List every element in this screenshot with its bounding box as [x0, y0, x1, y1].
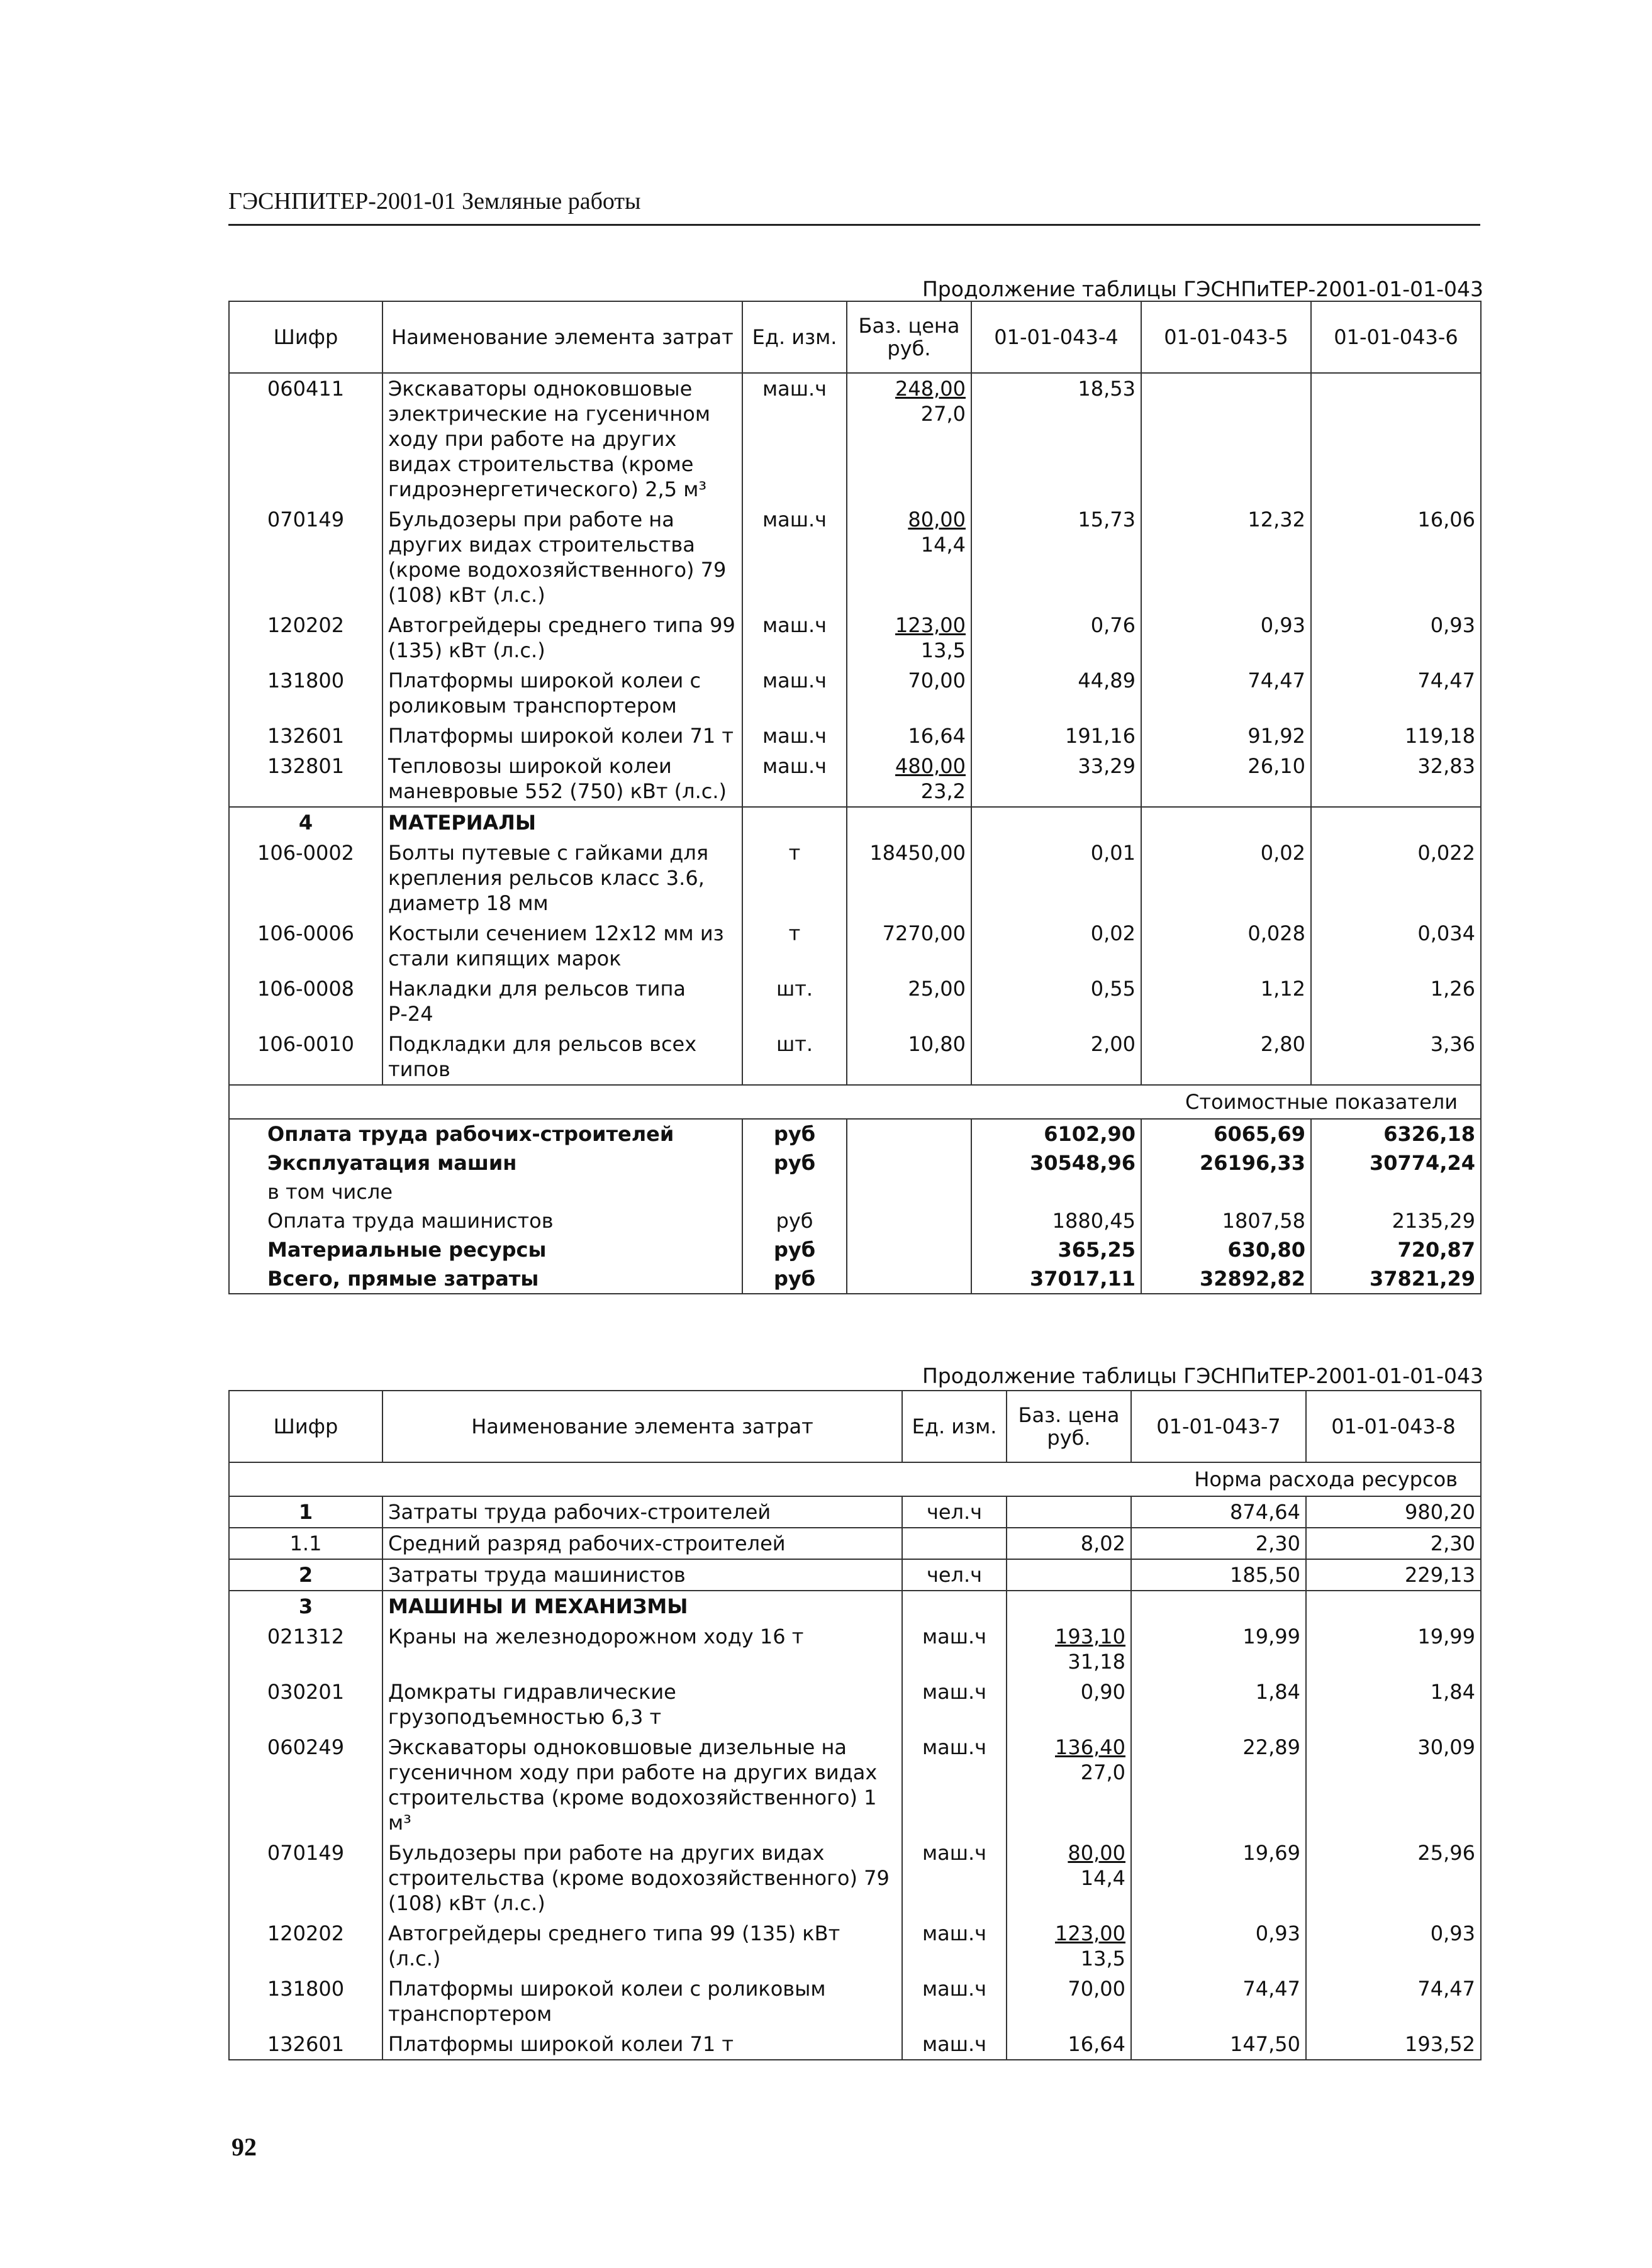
value-cell: 1,84: [1306, 1677, 1481, 1732]
col-price-header: Баз. цена руб.: [847, 301, 971, 373]
col-norm-header: 01-01-043-5: [1141, 301, 1311, 373]
table-row: [229, 918, 1481, 974]
value-cell: 2,80: [1141, 1029, 1311, 1085]
col-norm-header: 01-01-043-8: [1306, 1391, 1481, 1462]
unit-cell: руб: [742, 1206, 847, 1235]
value-cell: 6326,18: [1311, 1119, 1481, 1148]
name-cell: Автогрейдеры среднего типа 99 (135) кВт (л.с.): [382, 610, 742, 665]
summary-row: [229, 1177, 1481, 1206]
value-cell: 0,55: [971, 974, 1141, 1029]
name-cell: Автогрейдеры среднего типа 99 (135) кВт (л.с.): [382, 1918, 902, 1974]
unit-cell: маш.ч: [742, 751, 847, 807]
unit-cell: чел.ч: [902, 1496, 1007, 1528]
table-row: [229, 504, 1481, 610]
table1-caption: Продолжение таблицы ГЭСНПиТЕР-2001-01-01-043: [922, 277, 1483, 301]
table-row: [229, 1918, 1481, 1974]
table-row: [229, 721, 1481, 751]
col-norm-header: 01-01-043-6: [1311, 301, 1481, 373]
value-cell: 1807,58: [1141, 1206, 1311, 1235]
value-cell: 6065,69: [1141, 1119, 1311, 1148]
table-row: [229, 1621, 1481, 1677]
unit-cell: маш.ч: [902, 1918, 1007, 1974]
operator-wage: 31,18: [1068, 1650, 1125, 1674]
value-cell: 980,20: [1306, 1496, 1481, 1528]
value-cell: 119,18: [1311, 721, 1481, 751]
value-cell: 74,47: [1141, 665, 1311, 721]
unit-cell: [902, 1528, 1007, 1559]
unit-cell: [902, 1591, 1007, 1621]
cost-band-label: Стоимостные показатели: [229, 1085, 1481, 1119]
code-cell: 070149: [229, 1838, 382, 1918]
empty-cell: [847, 1206, 971, 1235]
unit-cell: маш.ч: [742, 504, 847, 610]
base-price: 123,00: [1055, 1921, 1125, 1945]
unit-cell: руб: [742, 1119, 847, 1148]
value-cell: 74,47: [1311, 665, 1481, 721]
price-cell: [847, 504, 971, 610]
code-cell: 070149: [229, 504, 382, 610]
col-price-header: Баз. цена руб.: [1007, 1391, 1131, 1462]
name-cell: Тепловозы широкой колеи маневровые 552 (750) кВт (л.с.): [382, 751, 742, 807]
norm-band-label: Норма расхода ресурсов: [229, 1462, 1481, 1496]
col-name-header: Наименование элемента затрат: [382, 301, 742, 373]
unit-cell: маш.ч: [742, 610, 847, 665]
cost-table-1: [228, 301, 1482, 1294]
price-cell: [1007, 2029, 1131, 2060]
table-row: [229, 1732, 1481, 1838]
name-cell: Платформы широкой колеи 71 т: [382, 721, 742, 751]
table-row: [229, 1559, 1481, 1591]
value-cell: 32892,82: [1141, 1264, 1311, 1294]
table-row: [229, 373, 1481, 504]
table2-header-row: [229, 1391, 1481, 1462]
name-cell: Краны на железнодорожном ходу 16 т: [382, 1621, 902, 1677]
value-cell: 147,50: [1131, 2029, 1306, 2060]
summary-label: Всего, прямые затраты: [229, 1264, 742, 1294]
value-cell: 0,02: [1141, 838, 1311, 918]
base-price: 0,90: [1080, 1680, 1125, 1704]
base-price: 16,64: [1068, 2032, 1125, 2056]
section-heading-row: [229, 1591, 1481, 1621]
code-cell: 3: [229, 1591, 382, 1621]
value-cell: 0,93: [1141, 610, 1311, 665]
summary-row: [229, 1206, 1481, 1235]
running-header: ГЭСНПИТЕР-2001-01 Земляные работы: [228, 188, 641, 214]
col-name-header: Наименование элемента затрат: [382, 1391, 902, 1462]
operator-wage: 14,4: [1080, 1866, 1125, 1890]
value-cell: [1311, 1177, 1481, 1206]
summary-label: Оплата труда рабочих-строителей: [229, 1119, 742, 1148]
unit-cell: [742, 1177, 847, 1206]
name-cell: Болты путевые с гайками для крепления рельсов класс 3.6, диаметр 18 мм: [382, 838, 742, 918]
name-cell: Бульдозеры при работе на других видах строительства (кроме водохозяйственного) 79 (108) кВт (л.с.): [382, 1838, 902, 1918]
value-cell: 720,87: [1311, 1235, 1481, 1264]
value-cell: 44,89: [971, 665, 1141, 721]
col-unit-header: Ед. изм.: [902, 1391, 1007, 1462]
table-row: [229, 1029, 1481, 1085]
price-cell: 18450,00: [847, 838, 971, 918]
price-cell: [1007, 1496, 1131, 1528]
empty-cell: [847, 1119, 971, 1148]
summary-label: Эксплуатация машин: [229, 1148, 742, 1177]
value-cell: 185,50: [1131, 1559, 1306, 1591]
price-cell: [1007, 1677, 1131, 1732]
unit-cell: маш.ч: [902, 1677, 1007, 1732]
value-cell: [1141, 373, 1311, 504]
code-cell: 2: [229, 1559, 382, 1591]
empty-cell: [847, 1235, 971, 1264]
value-cell: [1306, 1591, 1481, 1621]
norm-band-row: [229, 1462, 1481, 1496]
code-cell: 106-0010: [229, 1029, 382, 1085]
price-cell: [847, 610, 971, 665]
price-cell: [1007, 1528, 1131, 1559]
code-cell: 132801: [229, 751, 382, 807]
unit-cell: чел.ч: [902, 1559, 1007, 1591]
empty-cell: [971, 807, 1141, 838]
empty-cell: [1141, 807, 1311, 838]
col-unit-header: Ед. изм.: [742, 301, 847, 373]
summary-label: Оплата труда машинистов: [229, 1206, 742, 1235]
unit-cell: маш.ч: [902, 1838, 1007, 1918]
value-cell: 0,034: [1311, 918, 1481, 974]
value-cell: 18,53: [971, 373, 1141, 504]
code-cell: 021312: [229, 1621, 382, 1677]
summary-label: в том числе: [229, 1177, 742, 1206]
value-cell: 0,022: [1311, 838, 1481, 918]
name-cell: Подкладки для рельсов всех типов: [382, 1029, 742, 1085]
code-cell: 1.1: [229, 1528, 382, 1559]
value-cell: 74,47: [1131, 1974, 1306, 2029]
empty-cell: [847, 1148, 971, 1177]
unit-cell: маш.ч: [902, 1621, 1007, 1677]
col-norm-header: 01-01-043-4: [971, 301, 1141, 373]
price-cell: [1007, 1974, 1131, 2029]
empty-cell: [847, 1264, 971, 1294]
value-cell: 630,80: [1141, 1235, 1311, 1264]
price-cell: [1007, 1621, 1131, 1677]
base-price: 136,40: [1055, 1735, 1125, 1759]
summary-label: Материальные ресурсы: [229, 1235, 742, 1264]
value-cell: 25,96: [1306, 1838, 1481, 1918]
price-cell: [1007, 1591, 1131, 1621]
code-cell: 106-0002: [229, 838, 382, 918]
code-cell: 132601: [229, 2029, 382, 2060]
summary-row: [229, 1235, 1481, 1264]
base-price: 16,64: [908, 724, 966, 748]
value-cell: 16,06: [1311, 504, 1481, 610]
value-cell: 30548,96: [971, 1148, 1141, 1177]
price-cell: [847, 373, 971, 504]
name-cell: Экскаваторы одноковшовые дизельные на гусеничном ходу при работе на других видах строительства (кроме водохозяйственного) 1 м³: [382, 1732, 902, 1838]
page-number: 92: [232, 2133, 257, 2161]
summary-row: [229, 1119, 1481, 1148]
table-row: [229, 1528, 1481, 1559]
name-cell: Домкраты гидравлические грузоподъемностью 6,3 т: [382, 1677, 902, 1732]
value-cell: 193,52: [1306, 2029, 1481, 2060]
value-cell: 0,76: [971, 610, 1141, 665]
price-cell: [1007, 1918, 1131, 1974]
table-row: [229, 1974, 1481, 2029]
price-cell: 25,00: [847, 974, 971, 1029]
unit-cell: маш.ч: [902, 1974, 1007, 2029]
summary-row: [229, 1148, 1481, 1177]
operator-wage: 13,5: [920, 638, 966, 662]
value-cell: 19,99: [1306, 1621, 1481, 1677]
table-row: [229, 838, 1481, 918]
value-cell: 0,93: [1131, 1918, 1306, 1974]
price-cell: 7270,00: [847, 918, 971, 974]
col-norm-header: 01-01-043-7: [1131, 1391, 1306, 1462]
section-heading-row: [229, 807, 1481, 838]
value-cell: 1,12: [1141, 974, 1311, 1029]
col-code-header: Шифр: [229, 301, 382, 373]
code-cell: 106-0006: [229, 918, 382, 974]
value-cell: 19,69: [1131, 1838, 1306, 1918]
base-price: 70,00: [1068, 1977, 1125, 2001]
price-cell: [1007, 1838, 1131, 1918]
value-cell: 191,16: [971, 721, 1141, 751]
code-cell: 132601: [229, 721, 382, 751]
unit-cell: руб: [742, 1148, 847, 1177]
operator-wage: 14,4: [920, 533, 966, 557]
value-cell: 37017,11: [971, 1264, 1141, 1294]
header-rule: [228, 224, 1480, 226]
value-cell: 26196,33: [1141, 1148, 1311, 1177]
unit-cell: маш.ч: [742, 721, 847, 751]
table-row: [229, 665, 1481, 721]
operator-wage: 27,0: [1080, 1760, 1125, 1784]
value-cell: 19,99: [1131, 1621, 1306, 1677]
table1-header-row: [229, 301, 1481, 373]
table-row: [229, 751, 1481, 807]
code-cell: 1: [229, 1496, 382, 1528]
table-row: [229, 1496, 1481, 1528]
base-price: 70,00: [908, 669, 966, 692]
code-cell: 060411: [229, 373, 382, 504]
value-cell: 0,028: [1141, 918, 1311, 974]
code-cell: 131800: [229, 1974, 382, 2029]
value-cell: 15,73: [971, 504, 1141, 610]
value-cell: 74,47: [1306, 1974, 1481, 2029]
cost-table-2: [228, 1390, 1482, 2060]
code-cell: 120202: [229, 1918, 382, 1974]
unit-cell: т: [742, 838, 847, 918]
value-cell: 37821,29: [1311, 1264, 1481, 1294]
operator-wage: 23,2: [920, 779, 966, 803]
price-cell: 10,80: [847, 1029, 971, 1085]
name-cell: Затраты труда рабочих-строителей: [382, 1496, 902, 1528]
value-cell: [971, 1177, 1141, 1206]
summary-row: [229, 1264, 1481, 1294]
value-cell: 0,93: [1306, 1918, 1481, 1974]
empty-cell: [742, 807, 847, 838]
value-cell: [1131, 1591, 1306, 1621]
unit-cell: руб: [742, 1235, 847, 1264]
unit-cell: маш.ч: [902, 2029, 1007, 2060]
value-cell: 30,09: [1306, 1732, 1481, 1838]
unit-cell: маш.ч: [742, 665, 847, 721]
code-cell: 131800: [229, 665, 382, 721]
price-cell: [847, 751, 971, 807]
table-row: [229, 974, 1481, 1029]
value-cell: [1141, 1177, 1311, 1206]
name-cell: МАШИНЫ И МЕХАНИЗМЫ: [382, 1591, 902, 1621]
code-cell: 060249: [229, 1732, 382, 1838]
operator-wage: 27,0: [920, 402, 966, 426]
value-cell: 874,64: [1131, 1496, 1306, 1528]
price-cell: [847, 721, 971, 751]
value-cell: [1311, 373, 1481, 504]
unit-cell: маш.ч: [902, 1732, 1007, 1838]
table-row: [229, 1677, 1481, 1732]
operator-wage: 13,5: [1080, 1947, 1125, 1971]
value-cell: 2,30: [1306, 1528, 1481, 1559]
base-price: 123,00: [895, 613, 966, 637]
value-cell: 1,84: [1131, 1677, 1306, 1732]
base-price: 8,02: [1080, 1531, 1125, 1555]
value-cell: 12,32: [1141, 504, 1311, 610]
value-cell: 1,26: [1311, 974, 1481, 1029]
value-cell: 365,25: [971, 1235, 1141, 1264]
value-cell: 91,92: [1141, 721, 1311, 751]
name-cell: Средний разряд рабочих-строителей: [382, 1528, 902, 1559]
value-cell: 33,29: [971, 751, 1141, 807]
table2-caption: Продолжение таблицы ГЭСНПиТЕР-2001-01-01-043: [922, 1364, 1483, 1388]
table-row: [229, 1838, 1481, 1918]
value-cell: 1880,45: [971, 1206, 1141, 1235]
value-cell: 0,02: [971, 918, 1141, 974]
name-cell: Платформы широкой колеи с роликовым транспортером: [382, 1974, 902, 2029]
code-cell: 030201: [229, 1677, 382, 1732]
empty-cell: [1311, 807, 1481, 838]
value-cell: 32,83: [1311, 751, 1481, 807]
name-cell: Накладки для рельсов типа Р-24: [382, 974, 742, 1029]
empty-cell: [847, 807, 971, 838]
code-cell: 120202: [229, 610, 382, 665]
value-cell: 0,01: [971, 838, 1141, 918]
name-cell: Костыли сечением 12х12 мм из стали кипящих марок: [382, 918, 742, 974]
unit-cell: т: [742, 918, 847, 974]
base-price: 480,00: [895, 754, 966, 778]
name-cell: Платформы широкой колеи с роликовым транспортером: [382, 665, 742, 721]
unit-cell: маш.ч: [742, 373, 847, 504]
value-cell: 2135,29: [1311, 1206, 1481, 1235]
value-cell: 2,30: [1131, 1528, 1306, 1559]
unit-cell: шт.: [742, 974, 847, 1029]
base-price: 193,10: [1055, 1625, 1125, 1648]
unit-cell: шт.: [742, 1029, 847, 1085]
name-cell: Экскаваторы одноковшовые электрические на гусеничном ходу при работе на других видах строительства (кроме гидроэнергетического) 2,5 м³: [382, 373, 742, 504]
value-cell: 0,93: [1311, 610, 1481, 665]
value-cell: 30774,24: [1311, 1148, 1481, 1177]
name-cell: Платформы широкой колеи 71 т: [382, 2029, 902, 2060]
section-title: МАТЕРИАЛЫ: [382, 807, 742, 838]
section-code: 4: [229, 807, 382, 838]
empty-cell: [847, 1177, 971, 1206]
price-cell: [1007, 1559, 1131, 1591]
price-cell: [1007, 1732, 1131, 1838]
value-cell: 229,13: [1306, 1559, 1481, 1591]
table-row: [229, 610, 1481, 665]
value-cell: 2,00: [971, 1029, 1141, 1085]
base-price: 248,00: [895, 377, 966, 401]
name-cell: Затраты труда машинистов: [382, 1559, 902, 1591]
table-row: [229, 2029, 1481, 2060]
cost-band-row: [229, 1085, 1481, 1119]
value-cell: 3,36: [1311, 1029, 1481, 1085]
base-price: 80,00: [908, 508, 966, 531]
value-cell: 6102,90: [971, 1119, 1141, 1148]
value-cell: 26,10: [1141, 751, 1311, 807]
value-cell: 22,89: [1131, 1732, 1306, 1838]
col-code-header: Шифр: [229, 1391, 382, 1462]
unit-cell: руб: [742, 1264, 847, 1294]
price-cell: [847, 665, 971, 721]
base-price: 80,00: [1068, 1841, 1125, 1865]
name-cell: Бульдозеры при работе на других видах строительства (кроме водохозяйственного) 79 (108) кВт (л.с.): [382, 504, 742, 610]
code-cell: 106-0008: [229, 974, 382, 1029]
